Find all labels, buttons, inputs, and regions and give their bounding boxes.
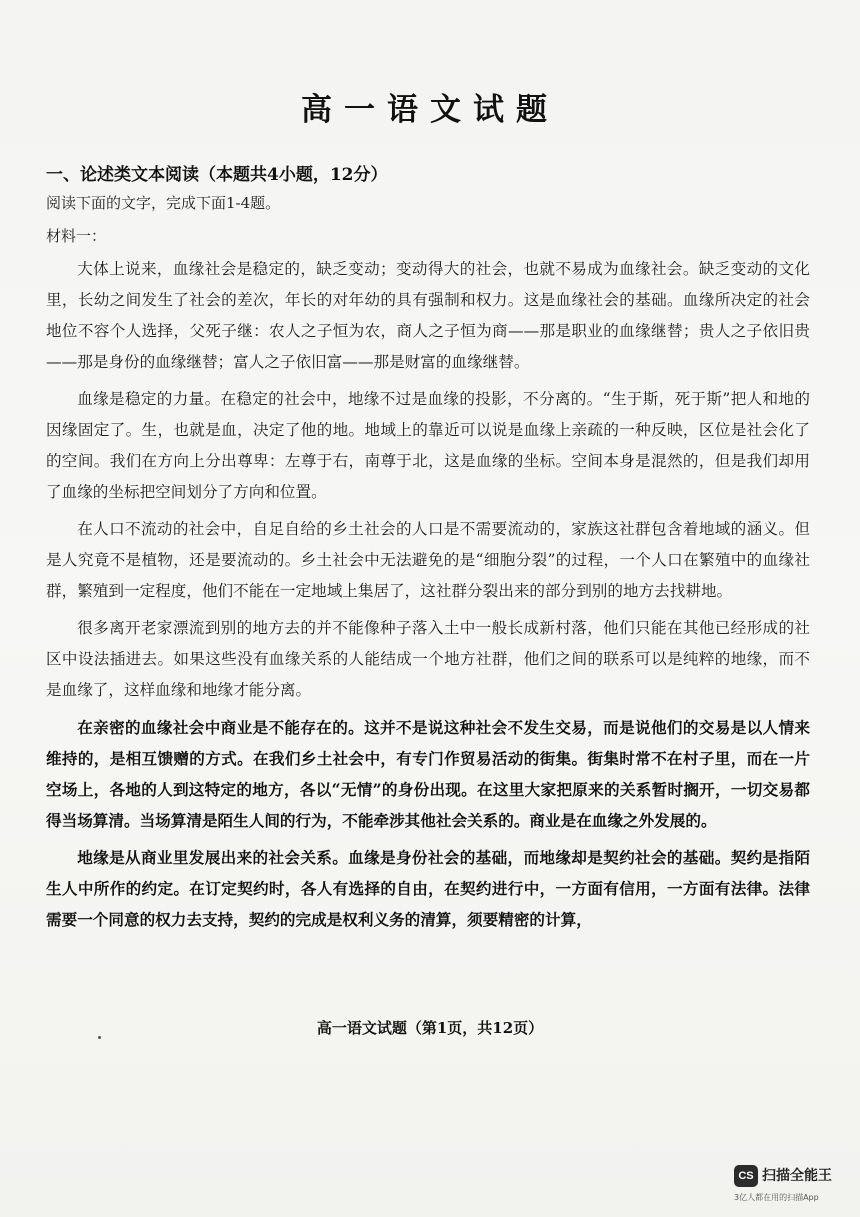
- watermark-tagline: 3亿人都在用的扫描App: [734, 1193, 819, 1202]
- scanner-watermark: [734, 1161, 846, 1207]
- paragraph-2: 血缘是稳定的力量。在稳定的社会中，地缘不过是血缘的投影，不分离的。“生于斯，死于斯”把人和地的因缘固定了。生，也就是血，决定了他的地。地域上的靠近可以说是血缘上亲疏的一种反映，区位是社会化了的空间。我们在方向上分出尊卑：左尊于右，南尊于北，这是血缘的坐标。空间本身是混然的，但是我们却用了血缘的坐标把空间划分了方向和位置。: [46, 390, 810, 501]
- paragraph-5: 在亲密的血缘社会中商业是不能存在的。这并不是说这种社会不发生交易，而是说他们的交易是以人情来维持的，是相互馈赠的方式。在我们乡土社会中，有专门作贸易活动的街集。街集时常不在村子里，而在一片空场上，各地的人到这特定的地方，各以“无情”的身份出现。在这里大家把原来的关系暂时搁开，一切交易都得当场算清。当场算清是陌生人间的行为，不能牵涉其他社会关系的。商业是在血缘之外发展的。: [46, 718, 810, 830]
- page-footer: 高一语文试题（第1页，共12页）: [316, 1019, 544, 1037]
- material-label: 材料一：: [46, 227, 107, 245]
- instruction-text: 阅读下面的文字，完成下面1-4题。: [46, 194, 281, 212]
- scan-speck: [98, 1036, 101, 1039]
- paragraph-4: 很多离开老家漂流到别的地方去的并不能像种子落入土中一般长成新村落，他们只能在其他已经形成的社区中设法插进去。如果这些没有血缘关系的人能结成一个地方社群，他们之间的联系可以是纯粹的地缘，而不是血缘了，这样血缘和地缘才能分离。: [46, 619, 810, 699]
- paragraph-1: 大体上说来，血缘社会是稳定的，缺乏变动；变动得大的社会，也就不易成为血缘社会。缺乏变动的文化里，长幼之间发生了社会的差次，年长的对年幼的具有强制和权力。这是血缘社会的基础。血缘所决定的社会地位不容个人选择，父死子继：农人之子恒为农，商人之子恒为商——那是职业的血缘继替；贵人之子依旧贵——那是身份的血缘继替；富人之子依旧富——那是财富的血缘继替。: [46, 260, 810, 371]
- section-heading: 一、论述类文本阅读（本题共4小题，12分）: [46, 165, 388, 185]
- camscanner-logo-icon: CS: [734, 1165, 758, 1187]
- watermark-app-name: 扫描全能王: [762, 1168, 832, 1184]
- reading-passage: [46, 254, 810, 941]
- page-title: 高一语文试题: [301, 92, 559, 128]
- paragraph-3: 在人口不流动的社会中，自足自给的乡土社会的人口是不需要流动的，家族这社群包含着地域的涵义。但是人究竟不是植物，还是要流动的。乡土社会中无法避免的是“细胞分裂”的过程，一个人口在繁殖中的血缘社群，繁殖到一定程度，他们不能在一定地域上集居了，这社群分裂出来的部分到别的地方去找耕地。: [46, 520, 810, 600]
- paragraph-6: 地缘是从商业里发展出来的社会关系。血缘是身份社会的基础，而地缘却是契约社会的基础。契约是指陌生人中所作的约定。在订定契约时，各人有选择的自由，在契约进行中，一方面有信用，一方面有法律。法律需要一个同意的权力去支持，契约的完成是权利义务的清算，须要精密的计算，: [46, 848, 810, 929]
